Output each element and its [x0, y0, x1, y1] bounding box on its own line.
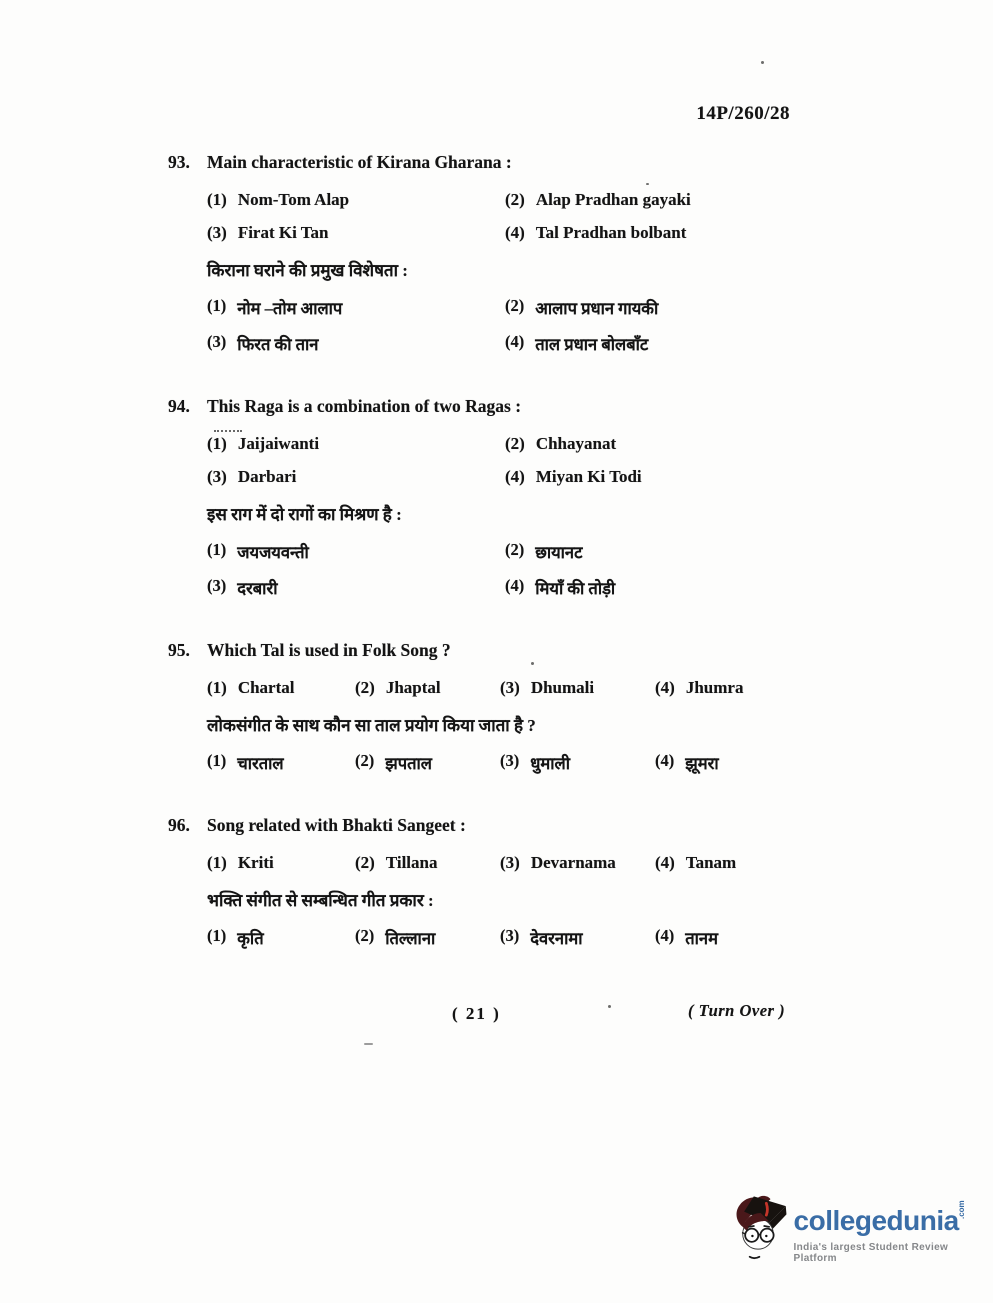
- option: [207, 296, 505, 319]
- option-number: (2): [505, 540, 525, 559]
- logo-text-block: [793, 1200, 993, 1264]
- option-number: (4): [655, 926, 675, 945]
- option: [207, 853, 355, 873]
- option: [355, 751, 500, 774]
- option: [500, 751, 655, 774]
- option-label: Kriti: [237, 853, 274, 872]
- mascot-eye-right: [765, 1235, 767, 1237]
- option-label: मियाँ की तोड़ी: [535, 579, 616, 598]
- logo-tagline: India's largest Student Review Platform: [793, 1242, 949, 1264]
- option-number: (3): [500, 926, 520, 945]
- option: [505, 434, 808, 454]
- option-label: Jhaptal: [385, 678, 441, 697]
- question-text-hi: किराना घराने की प्रमुख विशेषता :: [207, 261, 408, 280]
- scan-speck: [608, 1005, 611, 1008]
- option: [500, 926, 655, 949]
- question-text-en: Song related with Bhakti Sangeet :: [207, 815, 466, 835]
- question-94: [168, 396, 808, 599]
- option-number: (1): [207, 190, 227, 209]
- option: [207, 223, 505, 243]
- scan-speck: [531, 662, 534, 665]
- option-number: (3): [207, 332, 227, 351]
- options-en: [207, 434, 808, 487]
- option-label: तिल्लाना: [385, 929, 436, 948]
- question-text-hi: इस राग में दो रागों का मिश्रण है :: [207, 505, 402, 524]
- option-number: (4): [505, 467, 525, 486]
- option-label: Darbari: [237, 467, 297, 486]
- question-95: [168, 640, 808, 774]
- options-en: [207, 678, 808, 698]
- option-label: Jaijaiwanti: [237, 434, 320, 453]
- option: [207, 332, 505, 355]
- option-number: (1): [207, 853, 227, 872]
- logo-tld-text: .com: [956, 1200, 966, 1219]
- logo-brand-text: collegedunia: [793, 1205, 959, 1236]
- option-number: (4): [655, 751, 675, 770]
- option: [505, 540, 808, 563]
- mascot-tassel: [766, 1203, 767, 1215]
- option-number: (4): [505, 576, 525, 595]
- option: [355, 853, 500, 873]
- option-number: (1): [207, 926, 227, 945]
- question-number: 94.: [168, 396, 190, 416]
- mascot-mouth: [750, 1257, 760, 1258]
- question-93: [168, 152, 808, 355]
- option-number: (2): [505, 434, 525, 453]
- option: [655, 926, 808, 949]
- mascot-eye-left: [751, 1235, 753, 1237]
- question-number: 93.: [168, 152, 190, 172]
- collegedunia-mascot-icon: [733, 1190, 789, 1268]
- option: [207, 576, 505, 599]
- options-hi: [207, 751, 808, 774]
- question-text-en: Which Tal is used in Folk Song ?: [207, 640, 451, 660]
- option: [355, 678, 500, 698]
- option: [500, 853, 655, 873]
- option-label: Tal Pradhan bolbant: [535, 223, 687, 242]
- option-number: (1): [207, 296, 227, 315]
- option-number: (3): [207, 223, 227, 242]
- option: [500, 678, 655, 698]
- option-number: (4): [655, 853, 675, 872]
- option: [355, 926, 500, 949]
- option-label: Alap Pradhan gayaki: [535, 190, 691, 209]
- option-label: Dhumali: [530, 678, 595, 697]
- option-label: Tillana: [385, 853, 438, 872]
- question-text-hi: भक्ति संगीत से सम्बन्धित गीत प्रकार :: [207, 891, 434, 910]
- option-label: जयजयवन्ती: [237, 543, 309, 562]
- options-hi: [207, 296, 808, 355]
- paper-code: 14P/260/28: [696, 103, 790, 124]
- option-label: Chartal: [237, 678, 295, 697]
- option: [505, 332, 808, 355]
- option: [207, 190, 505, 210]
- option-label: दरबारी: [237, 579, 278, 598]
- option-label: Devarnama: [530, 853, 616, 872]
- option-label: Nom-Tom Alap: [237, 190, 350, 209]
- option-number: (4): [655, 678, 675, 697]
- option-label: Miyan Ki Todi: [535, 467, 642, 486]
- option: [655, 678, 808, 698]
- option-label: चारताल: [237, 754, 284, 773]
- option-label: ताल प्रधान बोलबाँट: [535, 335, 649, 354]
- question-number: 95.: [168, 640, 190, 660]
- question-text-en: Main characteristic of Kirana Gharana :: [207, 152, 512, 172]
- options-en: [207, 190, 808, 243]
- option-label: झपताल: [385, 754, 432, 773]
- question-text-en: This Raga is a combination of two Ragas :: [207, 396, 522, 416]
- option-label: झूमरा: [685, 754, 719, 773]
- option: [505, 296, 808, 319]
- option-number: (3): [207, 576, 227, 595]
- options-hi: [207, 926, 808, 949]
- option-number: (3): [500, 751, 520, 770]
- page-number: ( 21 ): [452, 1004, 501, 1023]
- option-number: (3): [500, 853, 520, 872]
- option: [207, 467, 505, 487]
- collegedunia-logo: [733, 1190, 993, 1268]
- option-number: (4): [505, 332, 525, 351]
- option: [207, 751, 355, 774]
- option: [207, 926, 355, 949]
- option-label: धुमाली: [530, 754, 570, 773]
- scan-dotted-mark: [214, 430, 242, 432]
- option-label: छायानट: [535, 543, 583, 562]
- option-label: नोम –तोम आलाप: [237, 299, 343, 318]
- option-number: (1): [207, 678, 227, 697]
- option-number: (2): [355, 678, 375, 697]
- option-label: Tanam: [685, 853, 737, 872]
- option-label: तानम: [685, 929, 718, 948]
- options-hi: [207, 540, 808, 599]
- option: [505, 190, 808, 210]
- option-label: आलाप प्रधान गायकी: [535, 299, 659, 318]
- scan-speck: [761, 61, 764, 64]
- option: [505, 223, 808, 243]
- options-en: [207, 853, 808, 873]
- option-number: (2): [355, 926, 375, 945]
- option-label: Chhayanat: [535, 434, 617, 453]
- scan-speck: [646, 183, 649, 185]
- turn-over-note: ( Turn Over ): [688, 1001, 786, 1020]
- option-label: फिरत की तान: [237, 335, 319, 354]
- option-number: (2): [505, 296, 525, 315]
- option-label: देवरनामा: [530, 929, 583, 948]
- option-number: (3): [500, 678, 520, 697]
- option-number: (3): [207, 467, 227, 486]
- option: [207, 678, 355, 698]
- question-text-hi: लोकसंगीत के साथ कौन सा ताल प्रयोग किया जाता है ?: [207, 716, 536, 735]
- question-number: 96.: [168, 815, 190, 835]
- option-label: कृति: [237, 929, 264, 948]
- option-number: (1): [207, 751, 227, 770]
- question-96: [168, 815, 808, 949]
- option-label: Jhumra: [685, 678, 744, 697]
- mascot-eyebrow-left: [748, 1226, 754, 1227]
- option: [505, 467, 808, 487]
- option-number: (1): [207, 434, 227, 453]
- option-number: (4): [505, 223, 525, 242]
- option: [655, 751, 808, 774]
- option: [505, 576, 808, 599]
- mascot-eyebrow-right: [764, 1226, 770, 1227]
- option-number: (2): [355, 853, 375, 872]
- scan-speck: [364, 1043, 373, 1045]
- option-number: (1): [207, 540, 227, 559]
- option: [207, 540, 505, 563]
- option-number: (2): [505, 190, 525, 209]
- option: [207, 434, 505, 454]
- option-label: Firat Ki Tan: [237, 223, 329, 242]
- questions-area: [168, 152, 808, 990]
- option: [655, 853, 808, 873]
- option-number: (2): [355, 751, 375, 770]
